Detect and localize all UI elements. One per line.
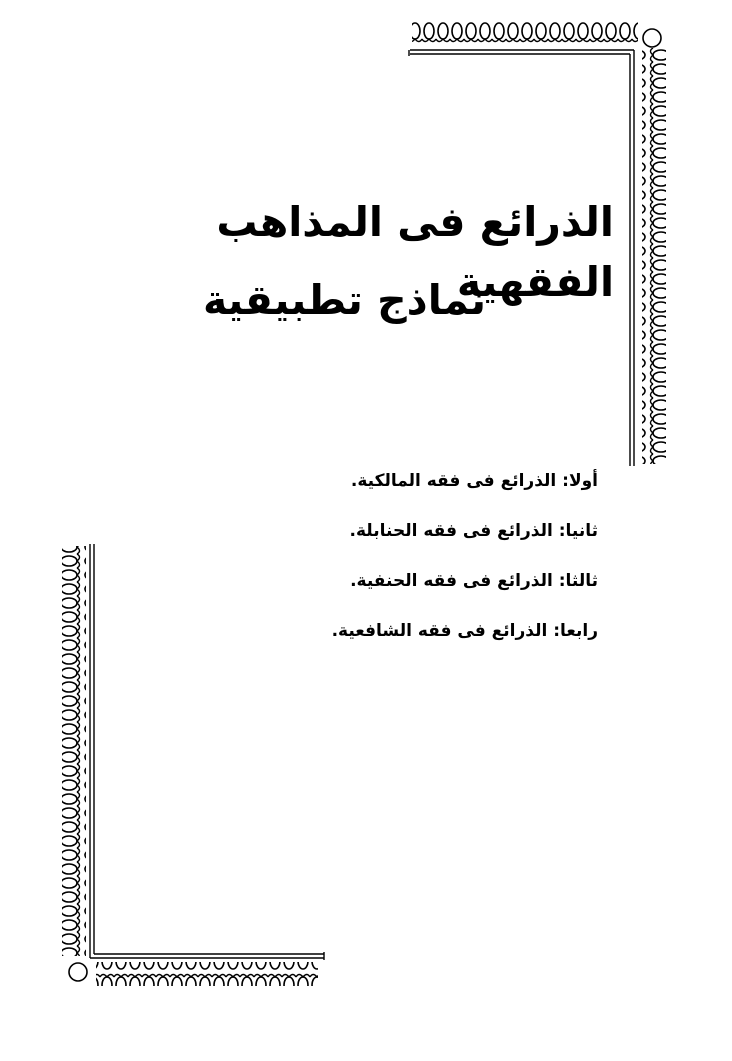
page-subtitle: نماذج تطبيقية [202, 276, 486, 324]
contents-list [268, 466, 598, 666]
page-title: الذرائع فى المذاهب الفقهية [216, 198, 614, 306]
list-item: ثانيا: الذرائع فى فقه الحنابلة. [349, 521, 598, 541]
list-item: أولا: الذرائع فى فقه المالكية. [350, 471, 598, 491]
list-item: ثالثا: الذرائع فى فقه الحنفية. [350, 571, 598, 591]
list-item: رابعا: الذرائع فى فقه الشافعية. [331, 621, 598, 641]
